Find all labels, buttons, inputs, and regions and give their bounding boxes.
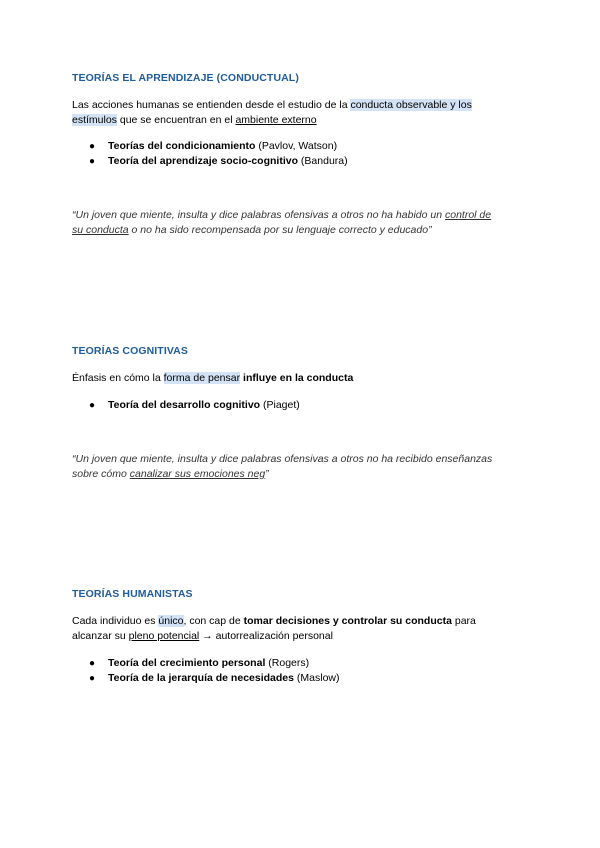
highlighted-text: conducta observable y los — [350, 99, 472, 111]
text-run: Las acciones humanas se entienden desde el estudio de la — [72, 99, 351, 111]
text-run: → autorrealización personal — [199, 630, 333, 642]
underlined-text: su conducta — [72, 224, 129, 236]
example-quote — [72, 452, 532, 482]
text-run: (Rogers) — [265, 657, 310, 669]
example-quote — [72, 208, 532, 238]
section-description — [72, 98, 532, 128]
bold-text: Teoría del aprendizaje socio-cognitivo — [108, 155, 299, 167]
bullet-list — [72, 139, 532, 169]
list-item — [72, 154, 532, 169]
section-title: TEORÍAS EL APRENDIZAJE (CONDUCTUAL) — [72, 72, 299, 84]
text-run: (Piaget) — [260, 399, 300, 411]
text-run: sobre cómo — [72, 468, 130, 480]
highlighted-text: estímulos — [72, 114, 117, 126]
underlined-text: ambiente externo — [235, 114, 317, 126]
text-run: que se encuentran en el — [116, 114, 236, 126]
underlined-text: pleno potencial — [128, 630, 200, 642]
section-description — [72, 371, 532, 386]
underlined-text: control de — [444, 209, 492, 221]
text-run: “Un joven que miente, insulta y dice palabras ofensivas a otros no ha habido un — [72, 209, 445, 221]
bullet-icon: ● — [89, 141, 96, 152]
list-item — [72, 671, 532, 686]
underlined-text: canalizar sus emociones neg — [129, 468, 266, 480]
bold-text: tomar decisiones y controlar su conducta — [243, 615, 452, 627]
text-run: Cada individuo es — [72, 615, 159, 627]
section-title: TEORÍAS HUMANISTAS — [72, 588, 193, 600]
bold-text: Teorías del condicionamiento — [108, 140, 256, 152]
section-humanistas — [72, 588, 532, 600]
text-run: (Bandura) — [298, 155, 348, 167]
text-run: , con cap de — [183, 615, 244, 627]
section-title: TEORÍAS COGNITIVAS — [72, 345, 188, 357]
highlighted-text: único — [158, 615, 184, 627]
text-run: alcanzar su — [72, 630, 129, 642]
bold-text: Teoría del desarrollo cognitivo — [108, 399, 261, 411]
bullet-list — [72, 656, 532, 686]
bullet-icon: ● — [89, 400, 96, 411]
bold-text: Teoría de la jerarquía de necesidades — [108, 672, 294, 684]
bullet-icon: ● — [89, 658, 96, 669]
bullet-icon: ● — [89, 156, 96, 167]
section-description — [72, 614, 532, 644]
text-run: (Maslow) — [293, 672, 340, 684]
text-run: (Pavlov, Watson) — [255, 140, 338, 152]
list-item — [72, 139, 532, 154]
list-item — [72, 398, 532, 413]
bold-text: influye en la conducta — [243, 372, 354, 384]
list-item — [72, 656, 532, 671]
section-cognitivas — [72, 345, 532, 357]
bold-text: Teoría del crecimiento personal — [108, 657, 266, 669]
bullet-icon: ● — [89, 673, 96, 684]
text-run: Énfasis en cómo la — [72, 372, 164, 384]
text-run: para — [451, 615, 476, 627]
highlighted-text: forma de pensar — [163, 372, 241, 384]
text-run: o no ha sido recompensada por su lenguaje correcto y educado” — [128, 224, 432, 236]
bullet-list — [72, 398, 532, 413]
text-run: “Un joven que miente, insulta y dice palabras ofensivas a otros no ha recibido enseñanzas — [72, 453, 493, 465]
section-conductual — [72, 72, 532, 84]
text-run: ” — [265, 468, 269, 480]
